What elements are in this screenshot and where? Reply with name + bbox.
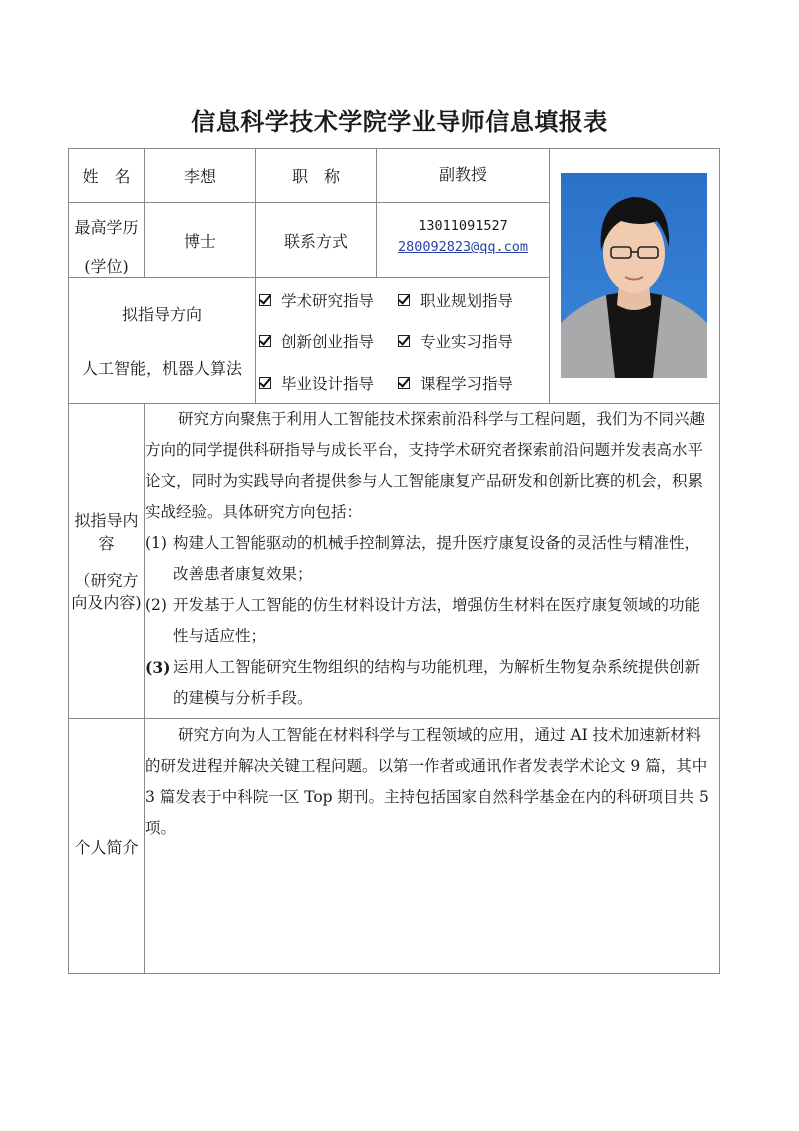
portrait-image [561, 173, 707, 378]
degree-label-line2: (学位) [84, 257, 129, 276]
form-title: 信息科学技术学院学业导师信息填报表 [191, 108, 608, 136]
option-label: 毕业设计指导 [281, 375, 375, 393]
bio-line1: 研究方向为人工智能在材料科学与工程领域的应用，通过 AI 技术加速新材料 [178, 726, 702, 744]
direction-cell [69, 278, 255, 403]
option-label: 课程学习指导 [420, 375, 514, 393]
option-graduation-design[interactable] [259, 372, 374, 394]
content-label-line3: （研究方 [74, 571, 139, 590]
bio-label: 个人简介 [74, 837, 139, 857]
contact-value [377, 203, 549, 277]
item-number: (2) [145, 596, 167, 614]
content-intro-line4: 实战经验。具体研究方向包括： [145, 503, 363, 521]
option-internship[interactable] [398, 330, 513, 352]
option-academic-research[interactable] [259, 289, 374, 311]
item-number: (3) [145, 658, 171, 677]
content-label-line1: 拟指导内 [74, 511, 139, 530]
phone-value: 13011091527 [418, 218, 508, 234]
option-label: 创新创业指导 [281, 333, 375, 351]
profile-photo [561, 173, 707, 378]
degree-label-line1: 最高学历 [74, 218, 139, 237]
content-label-line2: 容 [98, 534, 115, 553]
option-label: 学术研究指导 [281, 292, 375, 310]
bio-body [145, 719, 719, 973]
direction-label: 拟指导方向 [121, 305, 202, 324]
degree-label [69, 203, 144, 277]
content-label [69, 404, 144, 718]
item-number: (1) [145, 534, 167, 552]
checkbox-checked-icon[interactable] [259, 377, 271, 389]
content-intro-line3: 论文，同时为实践导向者提供参与人工智能康复产品研发和创新比赛的机会，积累 [145, 472, 704, 490]
name-value: 李想 [183, 167, 216, 186]
bio-line4: 项。 [145, 819, 177, 837]
degree-value: 博士 [183, 231, 216, 251]
bio-line2: 的研发进程并解决关键工程问题。以第一作者或通讯作者发表学术论文 9 篇，其中 [145, 757, 708, 775]
bio-line3: 3 篇发表于中科院一区 Top 期刊。主持包括国家自然科学基金在内的科研项目共 5 [145, 788, 709, 806]
item-3-line1: 运用人工智能研究生物组织的结构与功能机理，为解析生物复杂系统提供创新 [173, 658, 701, 676]
option-career-planning[interactable] [398, 289, 513, 311]
name-label: 姓 名 [82, 167, 131, 186]
content-label-line4: 向及内容) [71, 593, 142, 612]
email-link[interactable]: 280092823@qq.com [397, 239, 529, 255]
contact-label: 联系方式 [283, 231, 348, 251]
option-label: 职业规划指导 [420, 292, 514, 310]
direction-value: 人工智能，机器人算法 [81, 359, 242, 378]
title-value: 副教授 [438, 164, 487, 184]
checkbox-checked-icon[interactable] [259, 335, 271, 347]
content-body [145, 404, 719, 718]
option-innovation[interactable] [259, 330, 374, 352]
content-intro-line1: 研究方向聚焦于利用人工智能技术探索前沿科学与工程问题，我们为不同兴趣 [178, 410, 706, 428]
content-intro-line2: 方向的同学提供科研指导与成长平台，支持学术研究者探索前沿问题并发表高水平 [145, 441, 704, 459]
title-label: 职 称 [291, 167, 340, 186]
item-3-line2: 的建模与分析手段。 [173, 689, 313, 707]
option-course-study[interactable] [398, 372, 513, 394]
checkbox-checked-icon[interactable] [398, 377, 410, 389]
checkbox-checked-icon[interactable] [398, 294, 410, 306]
option-label: 专业实习指导 [420, 333, 514, 351]
item-1-line1: 构建人工智能驱动的机械手控制算法，提升医疗康复设备的灵活性与精准性， [173, 534, 701, 552]
checkbox-checked-icon[interactable] [259, 294, 271, 306]
item-1-line2: 改善患者康复效果； [173, 565, 313, 583]
checkbox-checked-icon[interactable] [398, 335, 410, 347]
item-2-line1: 开发基于人工智能的仿生材料设计方法，增强仿生材料在医疗康复领域的功能 [173, 596, 701, 614]
item-2-line2: 性与适应性； [173, 627, 267, 645]
